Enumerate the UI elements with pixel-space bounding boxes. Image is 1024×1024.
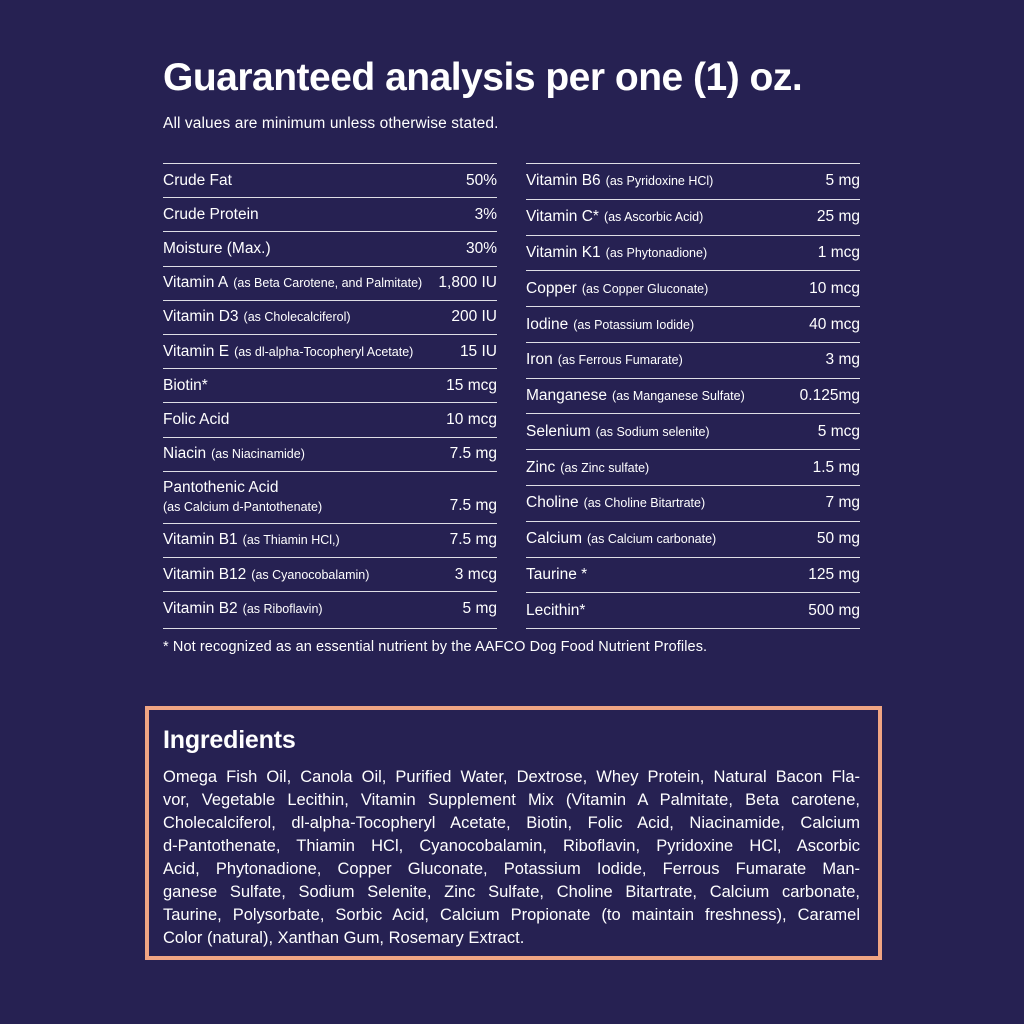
nutrient-value: 7 mg bbox=[825, 494, 860, 512]
nutrient-name: Niacin bbox=[163, 445, 207, 463]
nutrient-row bbox=[163, 471, 497, 523]
nutrient-qualifier: (as Calcium carbonate) bbox=[586, 532, 717, 547]
nutrient-name: Vitamin C* bbox=[526, 208, 599, 226]
nutrient-row bbox=[526, 449, 860, 485]
ingredients-line: Taurine, Polysorbate, Sorbic Acid, Calcium Propionate (to maintain freshness), Caramel bbox=[163, 906, 860, 924]
nutrient-row bbox=[526, 378, 860, 414]
analysis-table bbox=[163, 163, 860, 629]
nutrient-label bbox=[163, 307, 351, 327]
page-title: Guaranteed analysis per one (1) oz. bbox=[163, 56, 803, 99]
nutrient-qualifier: (as Cyanocobalamin) bbox=[251, 567, 370, 582]
nutrient-row bbox=[526, 521, 860, 557]
nutrient-row bbox=[526, 270, 860, 306]
aafco-footnote: * Not recognized as an essential nutrient by the AAFCO Dog Food Nutrient Profiles. bbox=[163, 639, 708, 655]
nutrient-value: 50 mg bbox=[816, 530, 860, 548]
nutrient-name: Moisture (Max.) bbox=[163, 239, 271, 257]
nutrient-value: 5 mg bbox=[462, 599, 497, 617]
nutrient-row bbox=[526, 485, 860, 521]
analysis-table-left-column bbox=[163, 163, 497, 629]
ingredients-text bbox=[163, 766, 860, 950]
nutrient-label bbox=[163, 565, 369, 585]
nutrient-label bbox=[163, 273, 422, 293]
nutrient-value: 7.5 mg bbox=[449, 445, 497, 463]
nutrient-qualifier: (as Zinc sulfate) bbox=[560, 460, 650, 475]
nutrient-qualifier: (as Thiamin HCl,) bbox=[242, 533, 340, 548]
nutrient-row bbox=[526, 557, 860, 593]
nutrient-row bbox=[526, 342, 860, 378]
nutrient-name: Vitamin E bbox=[163, 342, 230, 360]
nutrient-name: Lecithin* bbox=[526, 601, 586, 619]
nutrient-qualifier: (as Copper Gluconate) bbox=[581, 281, 709, 296]
nutrient-row bbox=[526, 592, 860, 628]
nutrient-qualifier: (as Beta Carotene, and Palmitate) bbox=[233, 276, 423, 291]
nutrient-row bbox=[163, 557, 497, 591]
nutrient-value: 1.5 mg bbox=[812, 458, 860, 476]
nutrient-label bbox=[526, 386, 745, 406]
nutrient-name: Selenium bbox=[526, 422, 591, 440]
nutrient-row bbox=[163, 437, 497, 471]
nutrient-qualifier: (as dl-alpha-Tocopheryl Acetate) bbox=[234, 344, 414, 359]
ingredients-line: vor, Vegetable Lecithin, Vitamin Supplement Mix (Vitamin A Palmitate, Beta carotene, bbox=[163, 791, 860, 809]
nutrient-label bbox=[526, 601, 585, 621]
nutrient-label bbox=[526, 207, 703, 227]
nutrient-label bbox=[163, 530, 340, 550]
nutrient-value: 1 mcg bbox=[817, 243, 860, 261]
nutrient-label bbox=[163, 376, 208, 396]
nutrient-qualifier: (as Niacinamide) bbox=[211, 447, 305, 462]
nutrient-qualifier: (as Sodium selenite) bbox=[595, 424, 710, 439]
nutrient-label bbox=[163, 239, 271, 259]
nutrient-value: 5 mg bbox=[825, 172, 860, 190]
nutrient-value: 0.125mg bbox=[799, 387, 860, 405]
nutrient-value: 10 mcg bbox=[809, 279, 860, 297]
nutrient-qualifier: (as Pyridoxine HCl) bbox=[605, 174, 714, 189]
page-subtitle: All values are minimum unless otherwise stated. bbox=[163, 115, 499, 132]
nutrient-value: 50% bbox=[465, 171, 497, 189]
nutrient-row bbox=[163, 300, 497, 334]
nutrient-label bbox=[526, 243, 707, 263]
nutrient-qualifier: (as Phytonadione) bbox=[605, 245, 708, 260]
nutrient-value: 3 mcg bbox=[454, 565, 497, 583]
nutrient-name: Taurine * bbox=[526, 565, 588, 583]
nutrient-value: 200 IU bbox=[451, 308, 497, 326]
nutrient-value: 10 mcg bbox=[446, 410, 497, 428]
nutrient-name: Vitamin B2 bbox=[163, 599, 238, 617]
ingredients-line: Cholecalciferol, dl-alpha-Tocopheryl Acetate, Biotin, Folic Acid, Niacinamide, Calcium bbox=[163, 814, 860, 832]
nutrient-name: Pantothenic Acid bbox=[163, 479, 279, 497]
nutrient-row bbox=[526, 235, 860, 271]
nutrient-row bbox=[526, 413, 860, 449]
nutrient-name: Iodine bbox=[526, 315, 569, 333]
nutrient-value: 125 mg bbox=[808, 565, 860, 583]
nutrient-label bbox=[163, 599, 323, 619]
nutrient-qualifier: (as Potassium Iodide) bbox=[573, 317, 695, 332]
nutrient-label bbox=[526, 350, 683, 370]
nutrient-name: Folic Acid bbox=[163, 410, 230, 428]
nutrient-label bbox=[163, 478, 322, 516]
nutrient-value: 7.5 mg bbox=[449, 497, 497, 515]
nutrient-name: Vitamin K1 bbox=[526, 243, 601, 261]
nutrient-value: 15 mcg bbox=[446, 376, 497, 394]
nutrient-label bbox=[163, 444, 305, 464]
nutrient-row bbox=[163, 402, 497, 436]
nutrient-qualifier: (as Manganese Sulfate) bbox=[612, 389, 745, 404]
nutrient-name: Biotin* bbox=[163, 376, 208, 394]
ingredients-line: Color (natural), Xanthan Gum, Rosemary Extract. bbox=[163, 929, 525, 947]
nutrient-value: 7.5 mg bbox=[449, 531, 497, 549]
nutrient-row bbox=[526, 199, 860, 235]
nutrient-row bbox=[163, 368, 497, 402]
nutrient-qualifier: (as Calcium d-Pantothenate) bbox=[163, 500, 323, 515]
nutrient-value: 15 IU bbox=[459, 342, 497, 360]
nutrient-name: Calcium bbox=[526, 530, 582, 548]
nutrient-name: Manganese bbox=[526, 387, 608, 405]
ingredients-line: d-Pantothenate, Thiamin HCl, Cyanocobalamin, Riboflavin, Pyridoxine HCl, Ascorbic bbox=[163, 837, 860, 855]
ingredients-heading: Ingredients bbox=[163, 726, 296, 754]
nutrient-qualifier: (as Ferrous Fumarate) bbox=[557, 353, 683, 368]
nutrient-name: Crude Fat bbox=[163, 171, 232, 189]
nutrient-row bbox=[526, 163, 860, 199]
nutrient-label bbox=[526, 529, 716, 549]
nutrient-name: Iron bbox=[526, 351, 553, 369]
ingredients-line: ganese Sulfate, Sodium Selenite, Zinc Sulfate, Choline Bitartrate, Calcium carbonate, bbox=[163, 883, 860, 901]
nutrient-value: 30% bbox=[465, 239, 497, 257]
nutrient-row bbox=[163, 231, 497, 265]
nutrient-name: Copper bbox=[526, 279, 577, 297]
nutrient-row bbox=[163, 334, 497, 368]
nutrient-name: Vitamin D3 bbox=[163, 308, 239, 326]
ingredients-box bbox=[145, 706, 882, 960]
nutrient-label bbox=[163, 171, 232, 191]
nutrient-name: Crude Protein bbox=[163, 205, 259, 223]
nutrient-row bbox=[163, 523, 497, 557]
nutrient-value: 500 mg bbox=[808, 601, 860, 619]
nutrient-qualifier: (as Riboflavin) bbox=[242, 601, 323, 616]
nutrient-name: Vitamin A bbox=[163, 274, 229, 292]
nutrient-qualifier: (as Ascorbic Acid) bbox=[603, 210, 704, 225]
nutrient-value: 3 mg bbox=[825, 351, 860, 369]
nutrient-value: 25 mg bbox=[816, 208, 860, 226]
nutrient-name: Choline bbox=[526, 494, 579, 512]
nutrient-label bbox=[526, 565, 587, 585]
nutrient-label bbox=[526, 422, 710, 442]
nutrient-value: 5 mcg bbox=[817, 422, 860, 440]
nutrient-value: 1,800 IU bbox=[438, 274, 497, 292]
nutrient-row bbox=[163, 163, 497, 197]
nutrient-label bbox=[163, 342, 413, 362]
nutrient-row bbox=[163, 266, 497, 300]
nutrient-qualifier: (as Cholecalciferol) bbox=[243, 310, 351, 325]
nutrient-value: 3% bbox=[474, 205, 497, 223]
nutrient-name: Vitamin B6 bbox=[526, 172, 601, 190]
ingredients-line: Omega Fish Oil, Canola Oil, Purified Water, Dextrose, Whey Protein, Natural Bacon Fla- bbox=[163, 768, 860, 786]
nutrient-row bbox=[163, 591, 497, 625]
nutrient-label bbox=[526, 279, 708, 299]
ingredients-line: Acid, Phytonadione, Copper Gluconate, Potassium Iodide, Ferrous Fumarate Man- bbox=[163, 860, 860, 878]
nutrient-label bbox=[526, 171, 713, 191]
nutrient-row bbox=[526, 306, 860, 342]
nutrient-value: 40 mcg bbox=[809, 315, 860, 333]
nutrient-row bbox=[163, 197, 497, 231]
nutrient-label bbox=[163, 410, 229, 430]
nutrient-label bbox=[526, 315, 694, 335]
nutrient-label bbox=[163, 205, 259, 225]
nutrient-name: Zinc bbox=[526, 458, 556, 476]
nutrient-name: Vitamin B12 bbox=[163, 565, 247, 583]
nutrient-name: Vitamin B1 bbox=[163, 531, 238, 549]
nutrient-qualifier: (as Choline Bitartrate) bbox=[583, 496, 706, 511]
nutrient-label bbox=[526, 493, 705, 513]
analysis-table-right-column bbox=[526, 163, 860, 629]
nutrient-label bbox=[526, 458, 649, 478]
